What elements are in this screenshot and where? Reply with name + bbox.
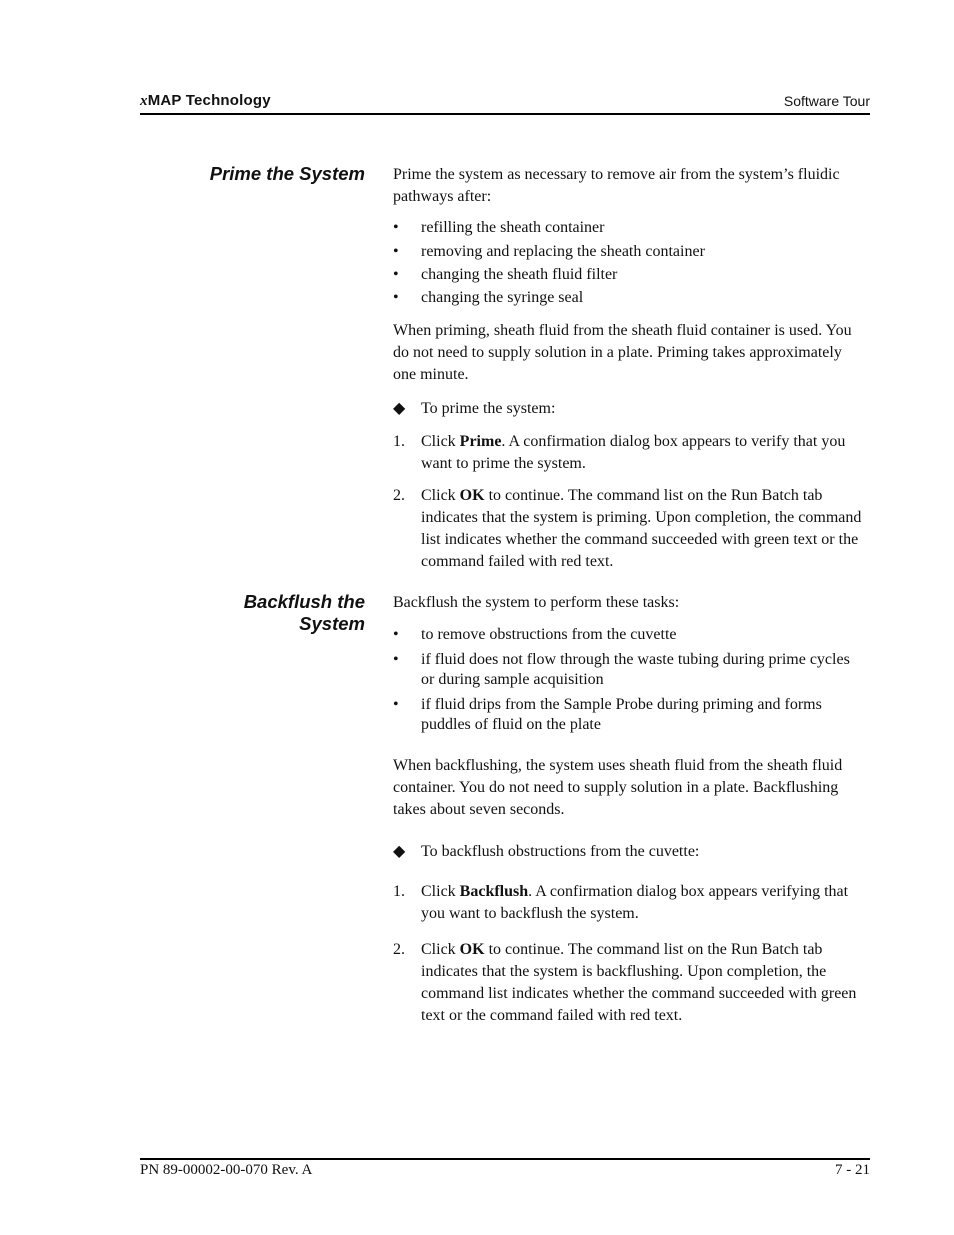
section-heading-backflush: Backflush the System — [243, 591, 365, 634]
page-number: 7 - 21 — [835, 1162, 870, 1178]
running-header-title: xMAP Technology — [140, 92, 271, 109]
diamond-icon: ◆ — [393, 843, 406, 860]
section-heading-prime: Prime the System — [209, 163, 365, 184]
backflush-intro: Backflush the system to perform these tasks: — [393, 594, 680, 611]
part-number: PN 89-00002-00-070 Rev. A — [140, 1162, 313, 1178]
running-header-section: Software Tour — [783, 93, 870, 109]
footer-rule — [140, 1158, 870, 1160]
header-rule — [140, 113, 870, 115]
diamond-icon: ◆ — [393, 400, 406, 417]
backflush-description: When backflushing, the system uses sheath fluid from the sheath fluid container. You do not need to supply solution in a plate. Backflushing takes about seven seconds. — [393, 757, 843, 818]
prime-intro: Prime the system as necessary to remove air from the system’s fluidic pathways after: — [393, 166, 840, 205]
prime-description: When priming, sheath fluid from the sheath fluid container is used. You do not need to supply solution in a plate. Priming takes approximately one minute. — [393, 322, 852, 383]
